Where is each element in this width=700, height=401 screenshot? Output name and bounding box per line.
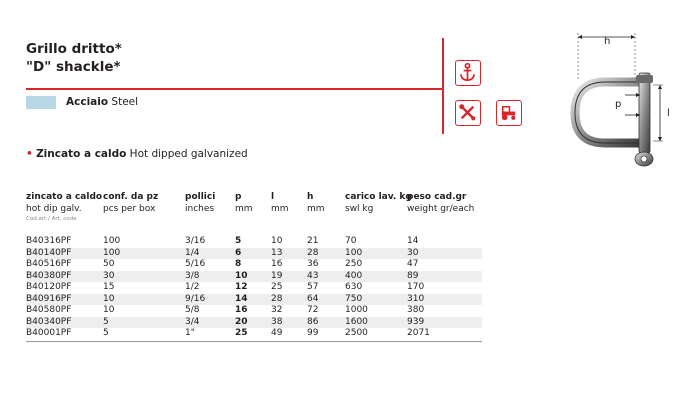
table-header-cell <box>307 192 325 215</box>
table-cell: 72 <box>307 305 319 315</box>
table-cell-code: B40580PF <box>26 305 72 315</box>
table-cell: 70 <box>345 236 357 246</box>
table-cell-code: B40001PF <box>26 328 72 338</box>
table-cell-code: B40380PF <box>26 270 72 281</box>
table-header-english: hot dip galv. <box>26 203 82 214</box>
finish-bullet: • <box>26 148 33 160</box>
table-cell: 8 <box>235 259 242 269</box>
table-cell: 100 <box>103 236 121 246</box>
table-header-italian: h <box>307 192 314 202</box>
red-vertical-rule <box>442 38 444 134</box>
tools-icon <box>455 100 481 126</box>
table-header-cell <box>103 192 158 215</box>
table-cell: 20 <box>235 316 248 327</box>
table-cell: 5 <box>103 328 109 338</box>
table-cell: 30 <box>103 270 115 281</box>
table-cell: 12 <box>235 282 248 292</box>
table-cell: 6 <box>235 247 242 258</box>
tractor-icon <box>496 100 522 126</box>
table-cell: 1600 <box>345 316 368 327</box>
table-header-english: mm <box>307 203 325 214</box>
table-header-code-note: Cod.art / Art. code <box>26 216 77 223</box>
finish-english: Hot dipped galvanized <box>129 148 248 160</box>
table-cell-code: B40516PF <box>26 259 72 269</box>
table-cell: 9/16 <box>185 293 206 304</box>
red-horizontal-rule <box>26 88 444 90</box>
table-header-cell <box>185 192 215 215</box>
table-cell: 1000 <box>345 305 368 315</box>
table-cell: 43 <box>307 270 319 281</box>
table-cell: 5/8 <box>185 305 200 315</box>
table-cell: 32 <box>271 305 283 315</box>
table-header-english: mm <box>235 203 253 214</box>
table-cell: 100 <box>103 247 121 258</box>
table-cell: 400 <box>345 270 363 281</box>
material-label <box>66 95 138 109</box>
table-header-italian: zincato a caldo <box>26 192 103 202</box>
table-header-italian: peso cad.gr <box>407 192 467 202</box>
table-header-italian: pollici <box>185 192 216 202</box>
table-cell: 10 <box>103 293 115 304</box>
table-cell: 25 <box>271 282 283 292</box>
table-cell: 19 <box>271 270 283 281</box>
finish-italian: Zincato a caldo <box>36 148 127 160</box>
table-cell: 99 <box>307 328 319 338</box>
table-header-cell <box>235 192 253 215</box>
table-cell: 28 <box>271 293 283 304</box>
table-cell: 1/2 <box>185 282 200 292</box>
table-cell: 38 <box>271 316 283 327</box>
table-cell: 30 <box>407 247 419 258</box>
material-english: Steel <box>111 96 139 108</box>
table-cell: 86 <box>307 316 319 327</box>
table-cell: 250 <box>345 259 363 269</box>
table-header-italian: conf. da pz <box>103 192 159 202</box>
table-cell: 50 <box>103 259 115 269</box>
table-header-cell <box>407 192 474 215</box>
table-cell: 5 <box>103 316 109 327</box>
table-cell: 10 <box>271 236 283 246</box>
table-bottom-rule <box>26 341 482 342</box>
shackle-diagram <box>545 25 695 175</box>
table-cell: 750 <box>345 293 363 304</box>
table-cell: 10 <box>103 305 115 315</box>
table-cell: 47 <box>407 259 419 269</box>
table-header-cell <box>26 192 102 223</box>
finish-label <box>26 147 248 161</box>
table-cell: 5/16 <box>185 259 206 269</box>
table-cell: 170 <box>407 282 425 292</box>
table-cell-code: B40140PF <box>26 247 72 258</box>
table-cell: 89 <box>407 270 419 281</box>
table-cell: 3/8 <box>185 270 200 281</box>
table-header-italian: p <box>235 192 242 202</box>
table-cell: 380 <box>407 305 425 315</box>
dimension-h-label: h <box>604 36 611 47</box>
table-header-italian: l <box>271 192 275 202</box>
table-cell: 49 <box>271 328 283 338</box>
table-header-cell <box>271 192 289 215</box>
dimension-l-label: l <box>667 108 670 119</box>
table-header-english: inches <box>185 203 215 214</box>
material-italian: Acciaio <box>66 96 109 108</box>
table-header-italian: carico lav. kg <box>345 192 412 202</box>
table-cell: 16 <box>235 305 248 315</box>
product-title <box>26 40 122 76</box>
table-cell: 2500 <box>345 328 368 338</box>
table-cell: 36 <box>307 259 319 269</box>
table-header-english: mm <box>271 203 289 214</box>
table-cell: 3/4 <box>185 316 200 327</box>
table-cell: 630 <box>345 282 363 292</box>
table-cell: 57 <box>307 282 319 292</box>
table-cell: 310 <box>407 293 425 304</box>
table-cell: 10 <box>235 270 248 281</box>
table-cell-code: B40340PF <box>26 316 72 327</box>
product-title-italian: Grillo dritto* <box>26 41 122 57</box>
table-cell: 25 <box>235 328 248 338</box>
table-cell: 16 <box>271 259 283 269</box>
table-cell: 21 <box>307 236 319 246</box>
dimension-p-label: p <box>615 99 622 110</box>
material-color-swatch <box>26 96 56 109</box>
table-cell: 14 <box>407 236 419 246</box>
table-cell: 13 <box>271 247 283 258</box>
table-cell-code: B40120PF <box>26 282 72 292</box>
table-header-cell <box>345 192 412 215</box>
table-cell: 939 <box>407 316 425 327</box>
table-cell: 28 <box>307 247 319 258</box>
table-cell: 1/4 <box>185 247 200 258</box>
table-cell: 2071 <box>407 328 430 338</box>
anchor-icon <box>455 60 481 86</box>
table-cell: 100 <box>345 247 363 258</box>
table-cell-code: B40916PF <box>26 293 72 304</box>
table-cell: 15 <box>103 282 115 292</box>
table-cell: 14 <box>235 293 248 304</box>
table-cell: 1" <box>185 328 195 338</box>
table-cell: 64 <box>307 293 319 304</box>
table-cell-code: B40316PF <box>26 236 72 246</box>
table-header-english: swl kg <box>345 203 374 214</box>
table-cell: 5 <box>235 236 242 246</box>
table-header-english: pcs per box <box>103 203 156 214</box>
table-header-english: weight gr/each <box>407 203 475 214</box>
product-title-english: "D" shackle* <box>26 59 121 75</box>
table-cell: 3/16 <box>185 236 206 246</box>
